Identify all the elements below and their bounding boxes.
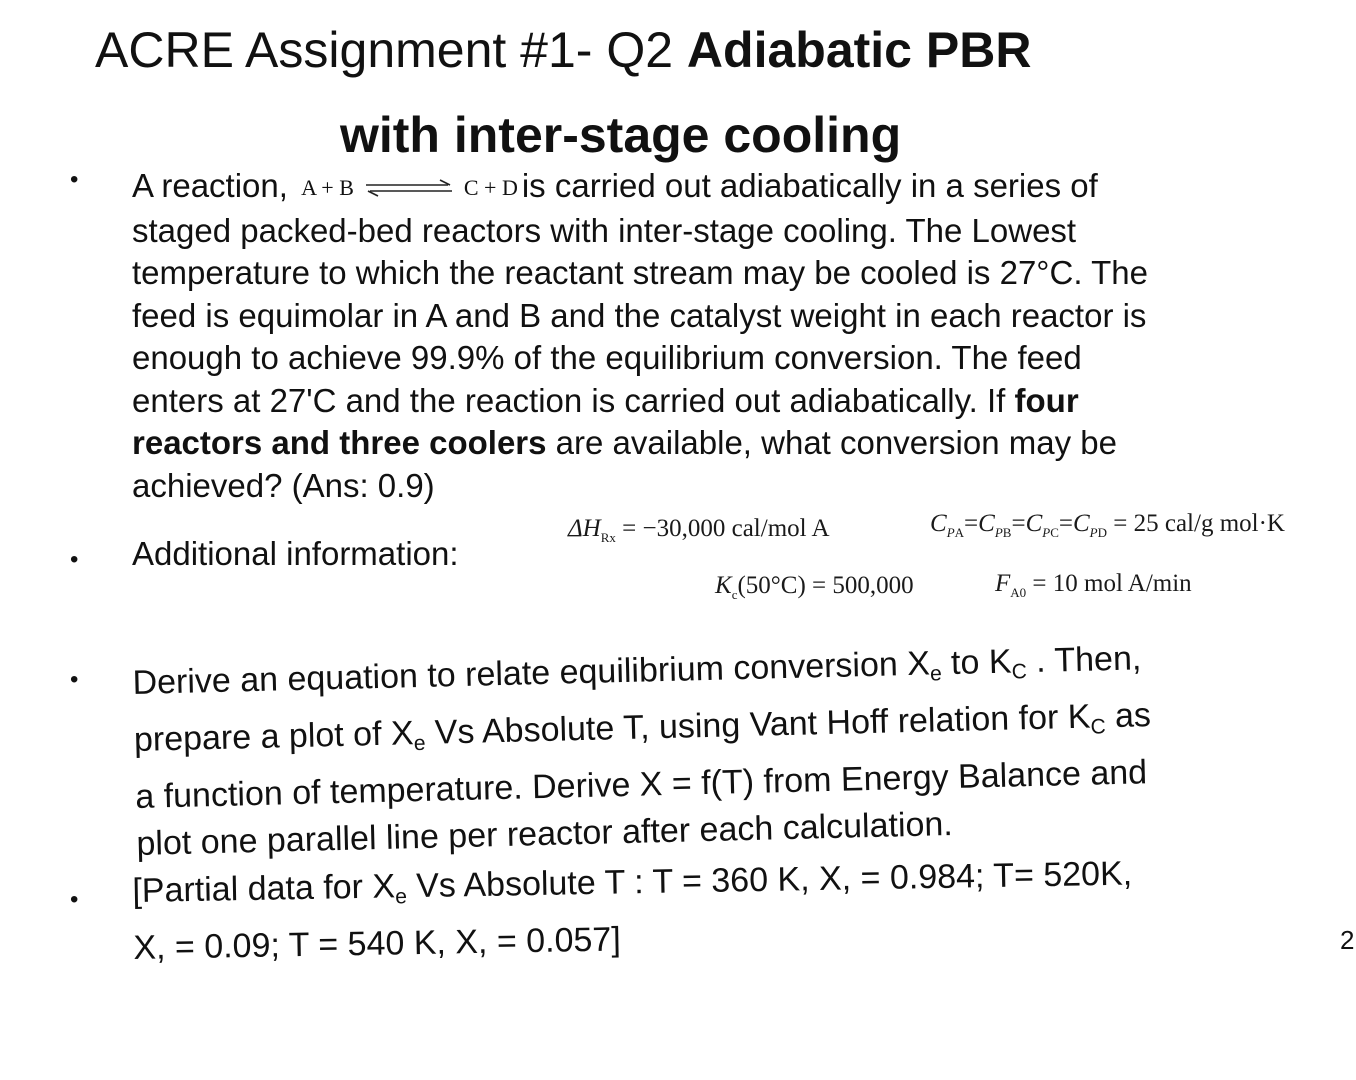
bullet-dot-4: • <box>70 886 79 913</box>
problem-line-7: reactors and three coolers are available, what conversion may be <box>132 424 1117 462</box>
derivation-line-1: Derive an equation to relate equilibrium conversion $X_e$ to $K_C$ . Then, <box>132 639 1142 702</box>
feed-flow-rate: $F_{A0} = 10$ mol A/min <box>995 570 1192 600</box>
bullet-dot-3: • <box>70 666 79 693</box>
derivation-task <box>132 631 1337 868</box>
derivation-line-3: a function of temperature. Derive X = f(T) from Energy Balance and <box>134 753 1148 816</box>
derivation-line-4: plot one parallel line per reactor after each calculation. <box>136 805 954 863</box>
problem-line-3: temperature to which the reactant stream may be cooled is 27°C. The <box>132 254 1148 292</box>
partial-data-line-1: [Partial data for $X_e$ Vs Absolute T : T = 360 K, X, = 0.984; T= 520K, <box>132 854 1133 910</box>
heat-of-reaction: $\Delta H_{Rx} = -30,000$ cal/mol A <box>568 515 830 545</box>
partial-data <box>132 847 1334 972</box>
page-number: 2 <box>1340 925 1355 955</box>
reaction-reactants: A + B <box>301 175 354 201</box>
problem-line-2: staged packed-bed reactors with inter-stage cooling. The Lowest <box>132 211 1077 249</box>
derivation-line-2: prepare a plot of $X_e$ Vs Absolute T, using Vant Hoff relation for $K_C$ as <box>133 696 1152 759</box>
problem-line-5: enough to achieve 99.9% of the equilibrium conversion. The feed <box>132 339 1082 377</box>
bullet-dot-2: • <box>70 546 79 573</box>
problem-line-4: feed is equimolar in A and B and the catalyst weight in each reactor is <box>132 296 1147 334</box>
bullet-dot-1: • <box>70 166 79 193</box>
problem-statement <box>132 165 1292 507</box>
partial-data-line-2: X, = 0.09; T = 540 K, X, = 0.057] <box>133 920 622 967</box>
problem-line-6: enters at 27'C and the reaction is carried out adiabatically. If four <box>132 381 1079 419</box>
problem-line-1: A reaction, A + B C + D is carried out adiabatically in a series of <box>132 165 1292 210</box>
additional-info-label: Additional information: <box>132 535 459 572</box>
reaction-products: C + D <box>463 175 518 201</box>
title-bold: Adiabatic PBR <box>686 22 1032 78</box>
heat-capacities: $C_{PA}=C_{PB}=C_{PC}=C_{PD} = 25$ cal/g mol·K <box>930 510 1285 540</box>
equilibrium-arrows-icon <box>364 178 454 198</box>
problem-line-8: achieved? (Ans: 0.9) <box>132 466 435 504</box>
title-line-2: with inter-stage cooling <box>340 107 902 163</box>
title-line-1: ACRE Assignment #1- Q2 Adiabatic PBR <box>95 22 1032 78</box>
equilibrium-constant: $K_c(50^\circ C) = 500,000$ <box>715 572 914 602</box>
